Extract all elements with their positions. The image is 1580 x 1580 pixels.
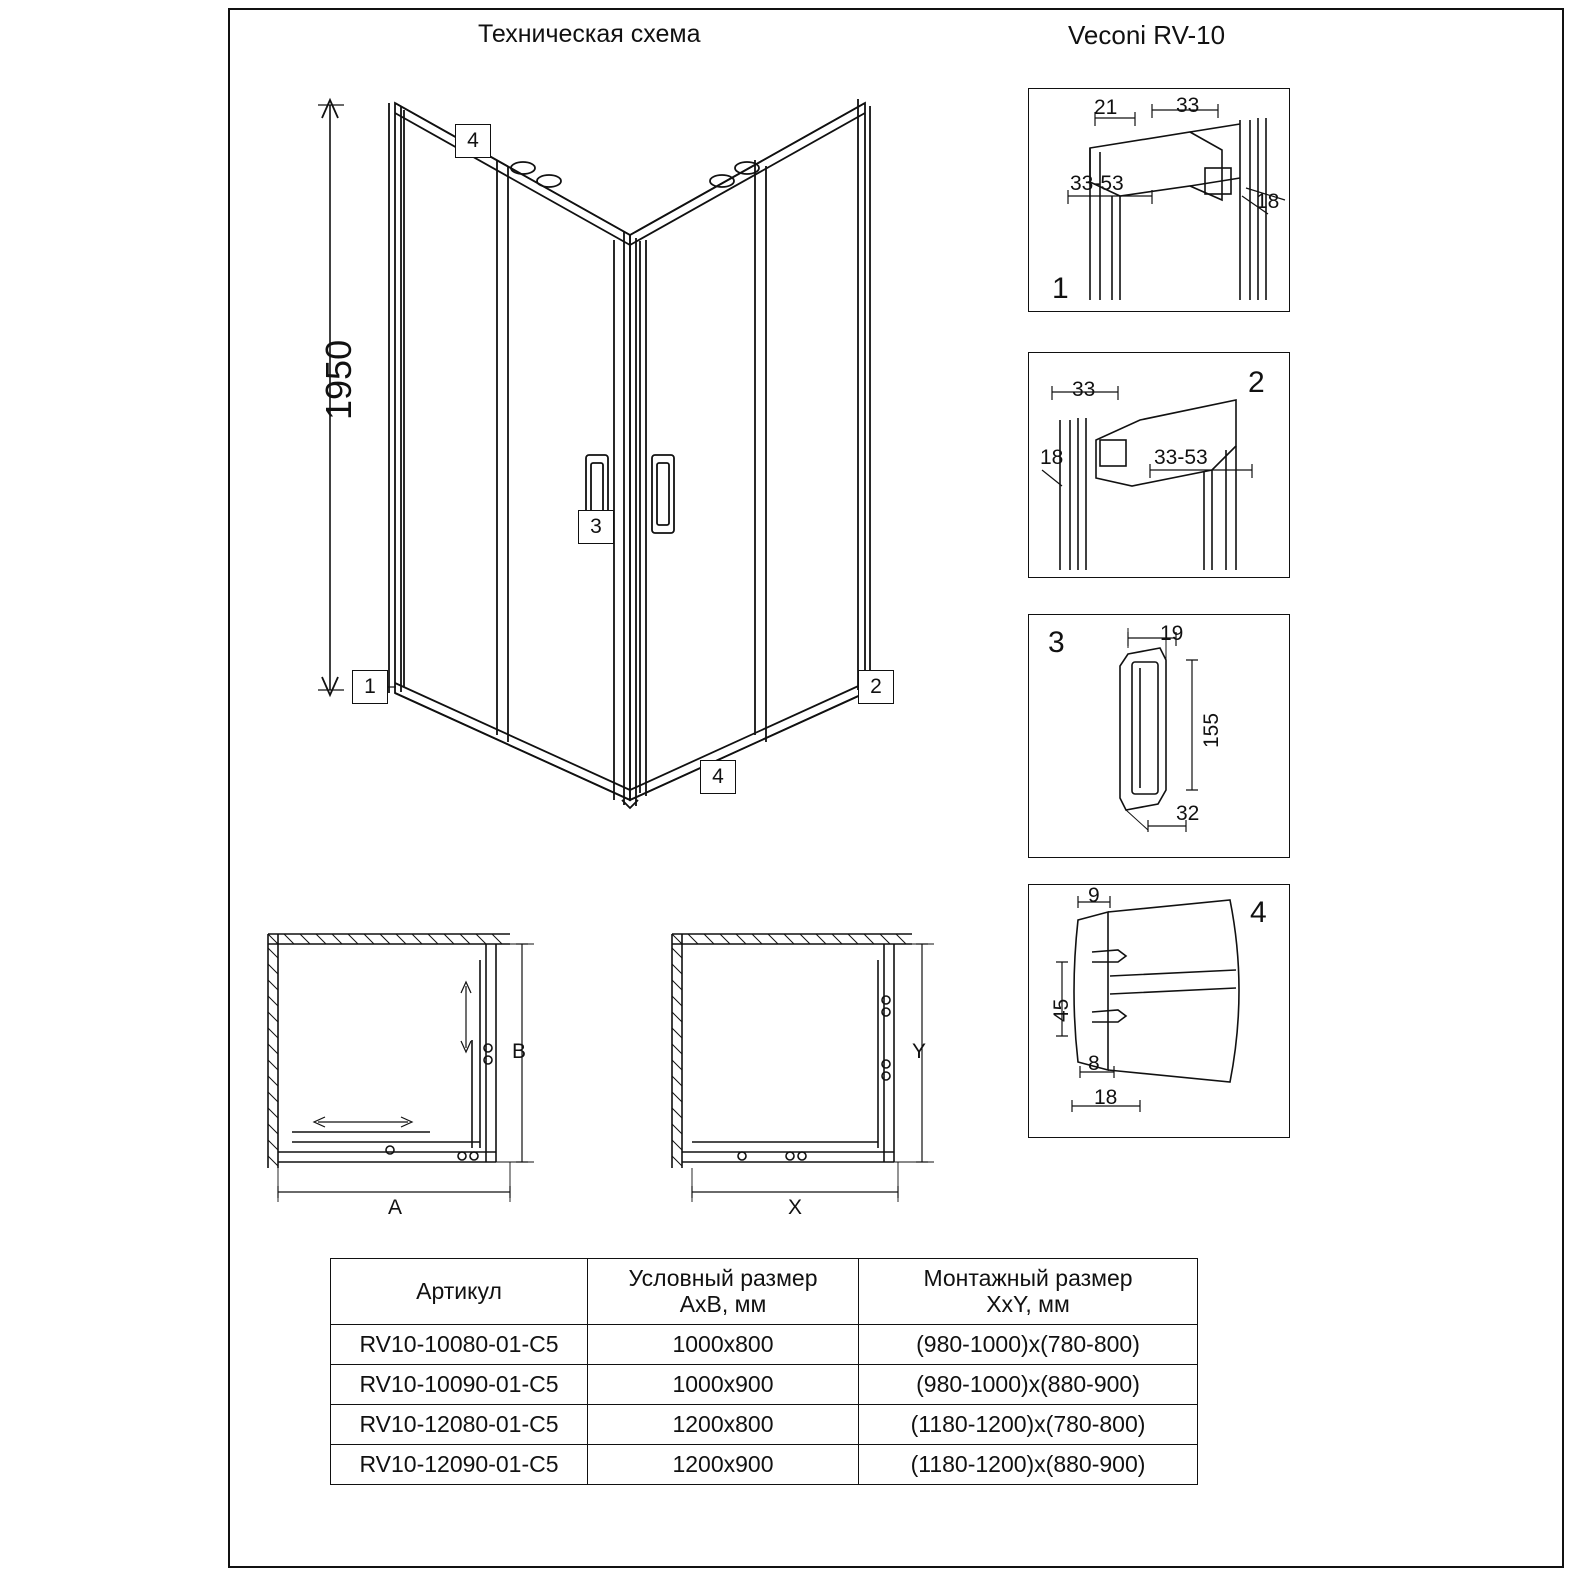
cell-article: RV10-12080-01-C5	[331, 1404, 588, 1444]
detail-4-number: 4	[1250, 896, 1267, 929]
cell-size: 1200x800	[588, 1404, 859, 1444]
detail-1-dim-33-53: 33-53	[1070, 172, 1124, 195]
cell-size: 1000x800	[588, 1324, 859, 1364]
callout-4-bottom: 4	[700, 760, 736, 794]
cell-mount: (980-1000)x(880-900)	[859, 1364, 1198, 1404]
th-nominal-size	[588, 1259, 859, 1325]
cell-article: RV10-12090-01-C5	[331, 1444, 588, 1484]
cell-mount: (1180-1200)x(780-800)	[859, 1404, 1198, 1444]
plan-left-dim-A: A	[388, 1196, 403, 1219]
cell-size: 1200x900	[588, 1444, 859, 1484]
callout-4-top: 4	[455, 124, 491, 158]
th-article	[331, 1259, 588, 1325]
table-row	[331, 1324, 1198, 1364]
cell-mount: (980-1000)x(780-800)	[859, 1324, 1198, 1364]
detail-4-dim-9: 9	[1088, 884, 1100, 907]
detail-3-dim-19: 19	[1160, 622, 1184, 645]
detail-2-number: 2	[1248, 366, 1265, 399]
overall-height-dimension: 1950	[318, 339, 359, 420]
plan-right-dim-X: X	[788, 1196, 803, 1219]
th-mount-line2: XxY, мм	[986, 1291, 1070, 1318]
model-title: Veconi RV-10	[1068, 20, 1226, 50]
detail-1-dim-21: 21	[1094, 96, 1118, 119]
sheet-title: Техническая схема	[478, 20, 701, 48]
th-mount-line1: Монтажный размер	[923, 1265, 1133, 1291]
table-row	[331, 1364, 1198, 1404]
callout-2: 2	[858, 670, 894, 704]
detail-1-dim-18: 18	[1256, 190, 1280, 213]
detail-2-dim-18: 18	[1040, 446, 1064, 469]
th-nominal-line1: Условный размер	[628, 1265, 818, 1291]
detail-2-dim-33: 33	[1072, 378, 1096, 401]
cell-article: RV10-10090-01-C5	[331, 1364, 588, 1404]
detail-3-dim-155: 155	[1200, 712, 1223, 748]
detail-4-dim-8: 8	[1088, 1052, 1100, 1075]
th-mount-size	[859, 1259, 1198, 1325]
plan-left-dim-B: B	[512, 1040, 527, 1063]
th-article-line1: Артикул	[416, 1278, 502, 1305]
detail-2-dim-33-53: 33-53	[1154, 446, 1208, 469]
detail-4-dim-45: 45	[1050, 998, 1073, 1022]
callout-1: 1	[352, 670, 388, 704]
table-header-row	[331, 1259, 1198, 1325]
cell-size: 1000x900	[588, 1364, 859, 1404]
detail-1-number: 1	[1052, 272, 1069, 305]
detail-3-dim-32: 32	[1176, 802, 1200, 825]
table-row	[331, 1444, 1198, 1484]
plan-right-dim-Y: Y	[912, 1040, 927, 1063]
th-nominal-line2: AxB, мм	[679, 1291, 767, 1318]
callout-3: 3	[578, 510, 614, 544]
table-row	[331, 1404, 1198, 1444]
cell-article: RV10-10080-01-C5	[331, 1324, 588, 1364]
detail-4-dim-18: 18	[1094, 1086, 1118, 1109]
spec-table	[330, 1258, 1198, 1485]
detail-3-number: 3	[1048, 626, 1065, 659]
cell-mount: (1180-1200)x(880-900)	[859, 1444, 1198, 1484]
detail-1-dim-33: 33	[1176, 94, 1200, 117]
